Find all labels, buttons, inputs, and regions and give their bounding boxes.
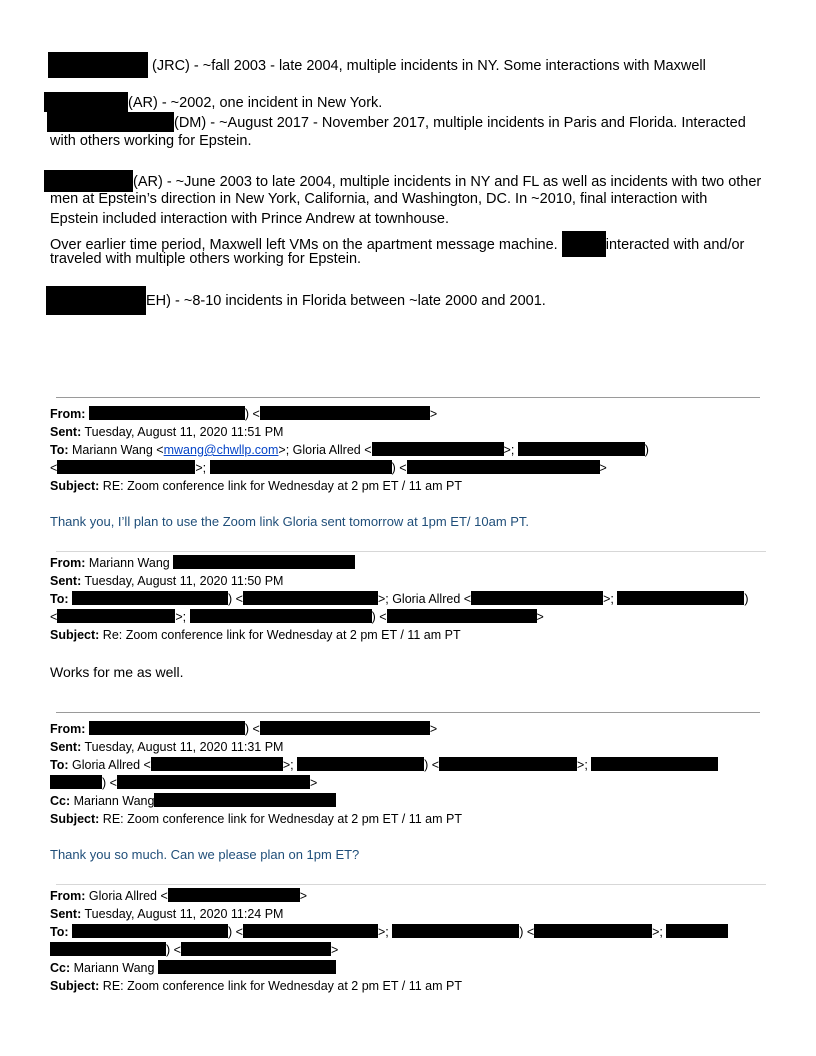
from-label: From: xyxy=(50,889,86,903)
note-text: men at Epstein’s direction in New York, California, and Washington, DC. In ~2010, final interaction with xyxy=(50,191,708,207)
to-label: To: xyxy=(50,925,69,939)
redaction xyxy=(392,924,519,938)
redaction xyxy=(243,924,378,938)
note-text: (JRC) - ~fall 2003 - late 2004, multiple incidents in NY. Some interactions with Maxwell xyxy=(148,58,706,74)
subject-label: Subject: xyxy=(50,812,100,826)
redaction xyxy=(47,112,174,132)
to-recipient: ; Gloria Allred < xyxy=(385,592,472,606)
subject-value: RE: Zoom conference link for Wednesday at 2 pm ET / 11 am PT xyxy=(102,979,462,993)
from-label: From: xyxy=(50,556,86,570)
redaction xyxy=(372,442,504,456)
redaction xyxy=(387,609,537,623)
redaction xyxy=(117,775,310,789)
cc-value: Mariann Wang xyxy=(73,794,155,808)
redaction xyxy=(154,793,336,807)
email-header-1: From: ) < > Sent: Tuesday, August 11, 2020 11:51 PM To: Mariann Wang <mwang@chwllp.com>; Gloria Allred < >; ) < >; ) < > Subject: RE: Zoom conference link for Wednesday at 2 pm ET / 11 am PT xyxy=(50,407,649,493)
redaction xyxy=(243,591,378,605)
redaction xyxy=(190,609,372,623)
redaction xyxy=(44,92,128,112)
note-text: Epstein included interaction with Prince Andrew at townhouse. xyxy=(50,211,449,227)
from-label: From: xyxy=(50,407,86,421)
redaction xyxy=(89,721,245,735)
redaction xyxy=(210,460,392,474)
from-label: From: xyxy=(50,722,86,736)
redaction xyxy=(173,555,355,569)
email-header-2: From: Mariann Wang Sent: Tuesday, August 11, 2020 11:50 PM To: ) < >; Gloria Allred < >; ) < >; ) < > Subject: Re: Zoom conference link for Wednesday at 2 pm ET / 11 am PT xyxy=(50,556,749,642)
redaction xyxy=(57,609,175,623)
note-eh xyxy=(46,286,546,315)
redaction xyxy=(46,286,146,315)
note-text: traveled with multiple others working for Epstein. xyxy=(50,251,362,267)
from-value: Gloria Allred < xyxy=(88,889,168,903)
redaction xyxy=(666,924,728,938)
redaction xyxy=(297,757,424,771)
note-dm xyxy=(47,112,746,132)
sent-label: Sent: xyxy=(50,740,82,754)
redaction xyxy=(168,888,300,902)
redaction xyxy=(89,406,245,420)
note-text: EH) - ~8-10 incidents in Florida between ~late 2000 and 2001. xyxy=(146,293,546,309)
email-header-3: From: ) < > Sent: Tuesday, August 11, 2020 11:31 PM To: Gloria Allred < >; ) < >; ) < > Cc: Mariann Wang Subject: RE: Zoom conference link for Wednesday at 2 pm ET / 11 am PT xyxy=(50,720,770,828)
note-text: interacted with and/or xyxy=(605,237,745,253)
redaction xyxy=(617,591,744,605)
divider xyxy=(56,397,760,398)
redaction xyxy=(260,406,430,420)
note-jrc xyxy=(48,52,706,78)
note-ar-2002 xyxy=(44,92,382,112)
subject-value: Re: Zoom conference link for Wednesday at 2 pm ET / 11 am PT xyxy=(102,628,461,642)
email-body-3: Thank you so much. Can we please plan on 1pm ET? xyxy=(50,847,360,862)
redaction xyxy=(518,442,645,456)
divider xyxy=(56,712,760,713)
redaction xyxy=(534,924,652,938)
redaction xyxy=(151,757,283,771)
sent-label: Sent: xyxy=(50,574,82,588)
to-recipient: >; Gloria Allred < xyxy=(278,443,372,457)
sent-label: Sent: xyxy=(50,907,82,921)
note-text: (DM) - ~August 2017 - November 2017, multiple incidents in Paris and Florida. Interacted xyxy=(174,115,746,131)
sent-value: Tuesday, August 11, 2020 11:51 PM xyxy=(84,425,284,439)
redaction xyxy=(50,775,102,789)
redaction xyxy=(57,460,195,474)
sent-value: Tuesday, August 11, 2020 11:31 PM xyxy=(84,740,284,754)
redaction xyxy=(591,757,718,771)
sent-value: Tuesday, August 11, 2020 11:50 PM xyxy=(84,574,284,588)
cc-label: Cc: xyxy=(50,961,71,975)
note-text: (AR) - ~June 2003 to late 2004, multiple incidents in NY and FL as well as incidents with two other xyxy=(133,174,762,190)
redaction xyxy=(72,924,228,938)
from-value: Mariann Wang xyxy=(88,556,170,570)
subject-label: Subject: xyxy=(50,979,100,993)
divider xyxy=(56,884,766,885)
email-link[interactable]: mwang@chwllp.com xyxy=(163,443,279,457)
subject-label: Subject: xyxy=(50,628,100,642)
email-body-1: Thank you, I’ll plan to use the Zoom link Gloria sent tomorrow at 1pm ET/ 10am PT. xyxy=(50,514,530,529)
redaction xyxy=(158,960,336,974)
to-label: To: xyxy=(50,758,69,772)
divider xyxy=(56,551,766,552)
redaction xyxy=(50,942,166,956)
cc-label: Cc: xyxy=(50,794,71,808)
subject-value: RE: Zoom conference link for Wednesday at 2 pm ET / 11 am PT xyxy=(102,812,462,826)
redaction xyxy=(44,170,133,192)
note-dm-cont: with others working for Epstein. xyxy=(50,133,252,149)
redaction xyxy=(260,721,430,735)
redaction xyxy=(181,942,331,956)
sent-value: Tuesday, August 11, 2020 11:24 PM xyxy=(84,907,284,921)
email-body-2: Works for me as well. xyxy=(50,664,184,680)
email-header-4: From: Gloria Allred < > Sent: Tuesday, August 11, 2020 11:24 PM To: ) < >; ) < >; ) < > Cc: Mariann Wang Subject: RE: Zoom conference link for Wednesday at 2 pm ET / 11 am PT xyxy=(50,887,770,995)
to-recipient: Mariann Wang < xyxy=(72,443,164,457)
cc-value: Mariann Wang xyxy=(73,961,155,975)
to-label: To: xyxy=(50,592,69,606)
redaction xyxy=(471,591,603,605)
to-label: To: xyxy=(50,443,69,457)
redaction xyxy=(562,231,606,257)
redaction xyxy=(407,460,600,474)
redaction xyxy=(439,757,577,771)
subject-value: RE: Zoom conference link for Wednesday at 2 pm ET / 11 am PT xyxy=(102,479,462,493)
subject-label: Subject: xyxy=(50,479,100,493)
note-text: (AR) - ~2002, one incident in New York. xyxy=(128,95,383,111)
note-text: Over earlier time period, Maxwell left VMs on the apartment message machine. xyxy=(50,237,562,253)
to-recipient: Gloria Allred < xyxy=(72,758,151,772)
sent-label: Sent: xyxy=(50,425,82,439)
redaction xyxy=(48,52,148,78)
redaction xyxy=(72,591,228,605)
